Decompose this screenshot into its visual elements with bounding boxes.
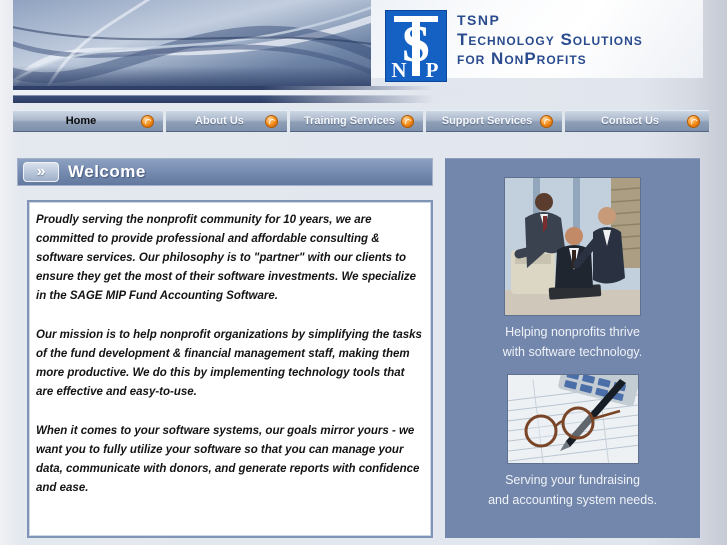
tsnp-monogram-icon [386,11,446,81]
nav-bullet-icon [141,115,154,128]
welcome-heading-bar [17,158,433,186]
accounting-photo [507,374,639,464]
team-photo [504,177,641,316]
nav-bullet-icon [540,115,553,128]
svg-text:S: S [401,16,431,73]
nav-item-contact-us[interactable]: Contact Us [565,110,709,132]
nav-item-support-services[interactable]: Support Services [426,110,562,132]
intro-text-panel [27,200,433,538]
team-photo-caption: Helping nonprofits thrive with software technology. [502,325,643,359]
mission-paragraph: Our mission is to help nonprofit organizations by simplifying the tasks of the fund development & financial management staff, making them more productive. We do this by implementing technology tools that are effective and easy-to-use. [36,329,422,398]
sidebar-panel [445,158,700,538]
svg-text:P: P [425,58,439,81]
accounting-photo-caption: Serving your fundraising and accounting system needs. [488,473,657,507]
main-navigation [13,110,713,132]
nav-item-home[interactable]: Home [13,110,163,132]
intro-paragraph: Proudly serving the nonprofit community for 10 years, we are committed to provide professional and affordable consulting & software services. Our philosophy is to "partner" with our clients to ensure they get the most of their software investments. We specialize in the SAGE MIP Fund Accounting Software. [36,214,417,302]
svg-text:N: N [391,58,407,81]
double-chevron-icon: » [23,162,59,182]
brand-acronym: TSNP [457,12,501,28]
brand-name-line2: for NonProfits [457,49,587,68]
nav-bullet-icon [401,115,414,128]
goals-paragraph: When it comes to your software systems, our goals mirror yours - we want you to fully utilize your software so that you can manage your data, communicate with donors, and generate reports with confidence and ease. [36,425,420,494]
header-divider-stripes [13,86,465,103]
page-title: Welcome [68,162,146,181]
nav-item-about-us[interactable]: About Us [166,110,287,132]
brand-name-line1: Technology Solutions [457,30,643,49]
nav-item-training-services[interactable]: Training Services [290,110,423,132]
tsnp-logo [385,10,447,82]
header-banner-image [13,0,371,88]
logo-area[interactable] [371,0,703,81]
nav-bullet-icon [265,115,278,128]
brand-text [457,11,643,68]
nav-bullet-icon [687,115,700,128]
